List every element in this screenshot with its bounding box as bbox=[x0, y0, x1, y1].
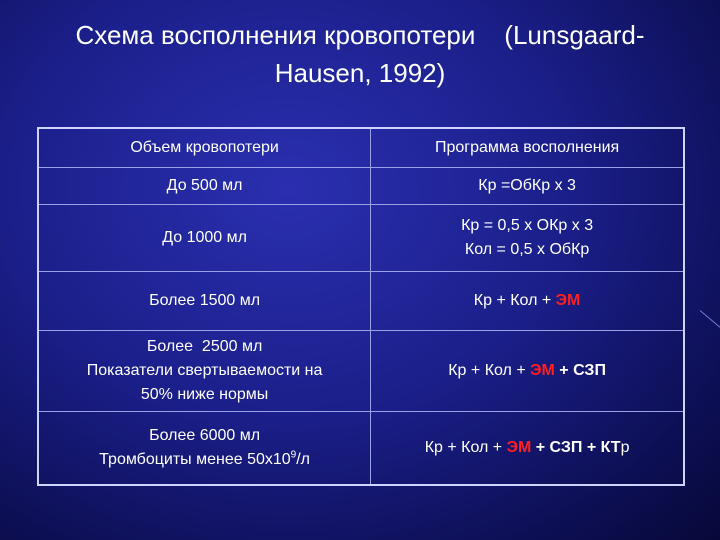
program-em: ЭМ bbox=[506, 439, 532, 456]
program-base: Кр + Кол + bbox=[448, 362, 531, 379]
table-row bbox=[38, 331, 684, 412]
program-em: ЭМ bbox=[530, 362, 555, 379]
slide-title-line-1: Схема восполнения кровопотери (Lunsgaard- bbox=[75, 20, 645, 50]
volume-line-3: 50% ниже нормы bbox=[140, 386, 269, 403]
header-program: Программа восполнения bbox=[371, 128, 684, 168]
program-line-1: Кр = 0,5 х ОКр х 3 bbox=[461, 217, 594, 234]
program-line-2: Кол = 0,5 х ОбКр bbox=[464, 241, 590, 258]
cell-program bbox=[371, 205, 684, 272]
blood-loss-table bbox=[37, 127, 685, 486]
slide-title-line-2: Hausen, 1992) bbox=[274, 58, 446, 88]
cell-volume: Более 1500 мл bbox=[38, 272, 371, 331]
cell-program bbox=[371, 272, 684, 331]
cell-volume bbox=[38, 331, 371, 412]
table-row bbox=[38, 412, 684, 486]
program-base: Кр + Кол + bbox=[473, 292, 556, 309]
header-volume: Объем кровопотери bbox=[38, 128, 371, 168]
cell-volume: До 500 мл bbox=[38, 168, 371, 205]
program-em: ЭМ bbox=[555, 292, 581, 309]
table-header-row bbox=[38, 128, 684, 168]
program-ktr-rest: р bbox=[620, 439, 630, 456]
volume-line-2-b: /л bbox=[296, 451, 311, 468]
cell-volume: До 1000 мл bbox=[38, 205, 371, 272]
volume-line-2 bbox=[45, 448, 364, 472]
program-szp: СЗП bbox=[573, 362, 606, 379]
cell-program bbox=[371, 331, 684, 412]
volume-line-1: Более 6000 мл bbox=[149, 427, 261, 444]
slide-title bbox=[0, 16, 720, 92]
cell-program: Кр =ОбКр х 3 bbox=[371, 168, 684, 205]
volume-line-2: Показатели свертываемости на bbox=[86, 362, 323, 379]
volume-line-2-a: Тромбоциты менее 50х10 bbox=[99, 451, 291, 468]
cell-program bbox=[371, 412, 684, 486]
program-plus-1: + bbox=[531, 439, 550, 456]
volume-line-1: Более 2500 мл bbox=[146, 338, 263, 355]
program-plus: + bbox=[554, 362, 574, 379]
volume-exponent: 9 bbox=[290, 449, 297, 461]
program-ktr-bold: КТ bbox=[600, 439, 621, 456]
program-szp: СЗП bbox=[549, 439, 583, 456]
table-row bbox=[38, 272, 684, 331]
program-plus-2: + bbox=[582, 439, 601, 456]
program-base: Кр + Кол + bbox=[424, 439, 507, 456]
table-row bbox=[38, 205, 684, 272]
table-row bbox=[38, 168, 684, 205]
decorative-streak bbox=[700, 310, 720, 330]
cell-volume bbox=[38, 412, 371, 486]
